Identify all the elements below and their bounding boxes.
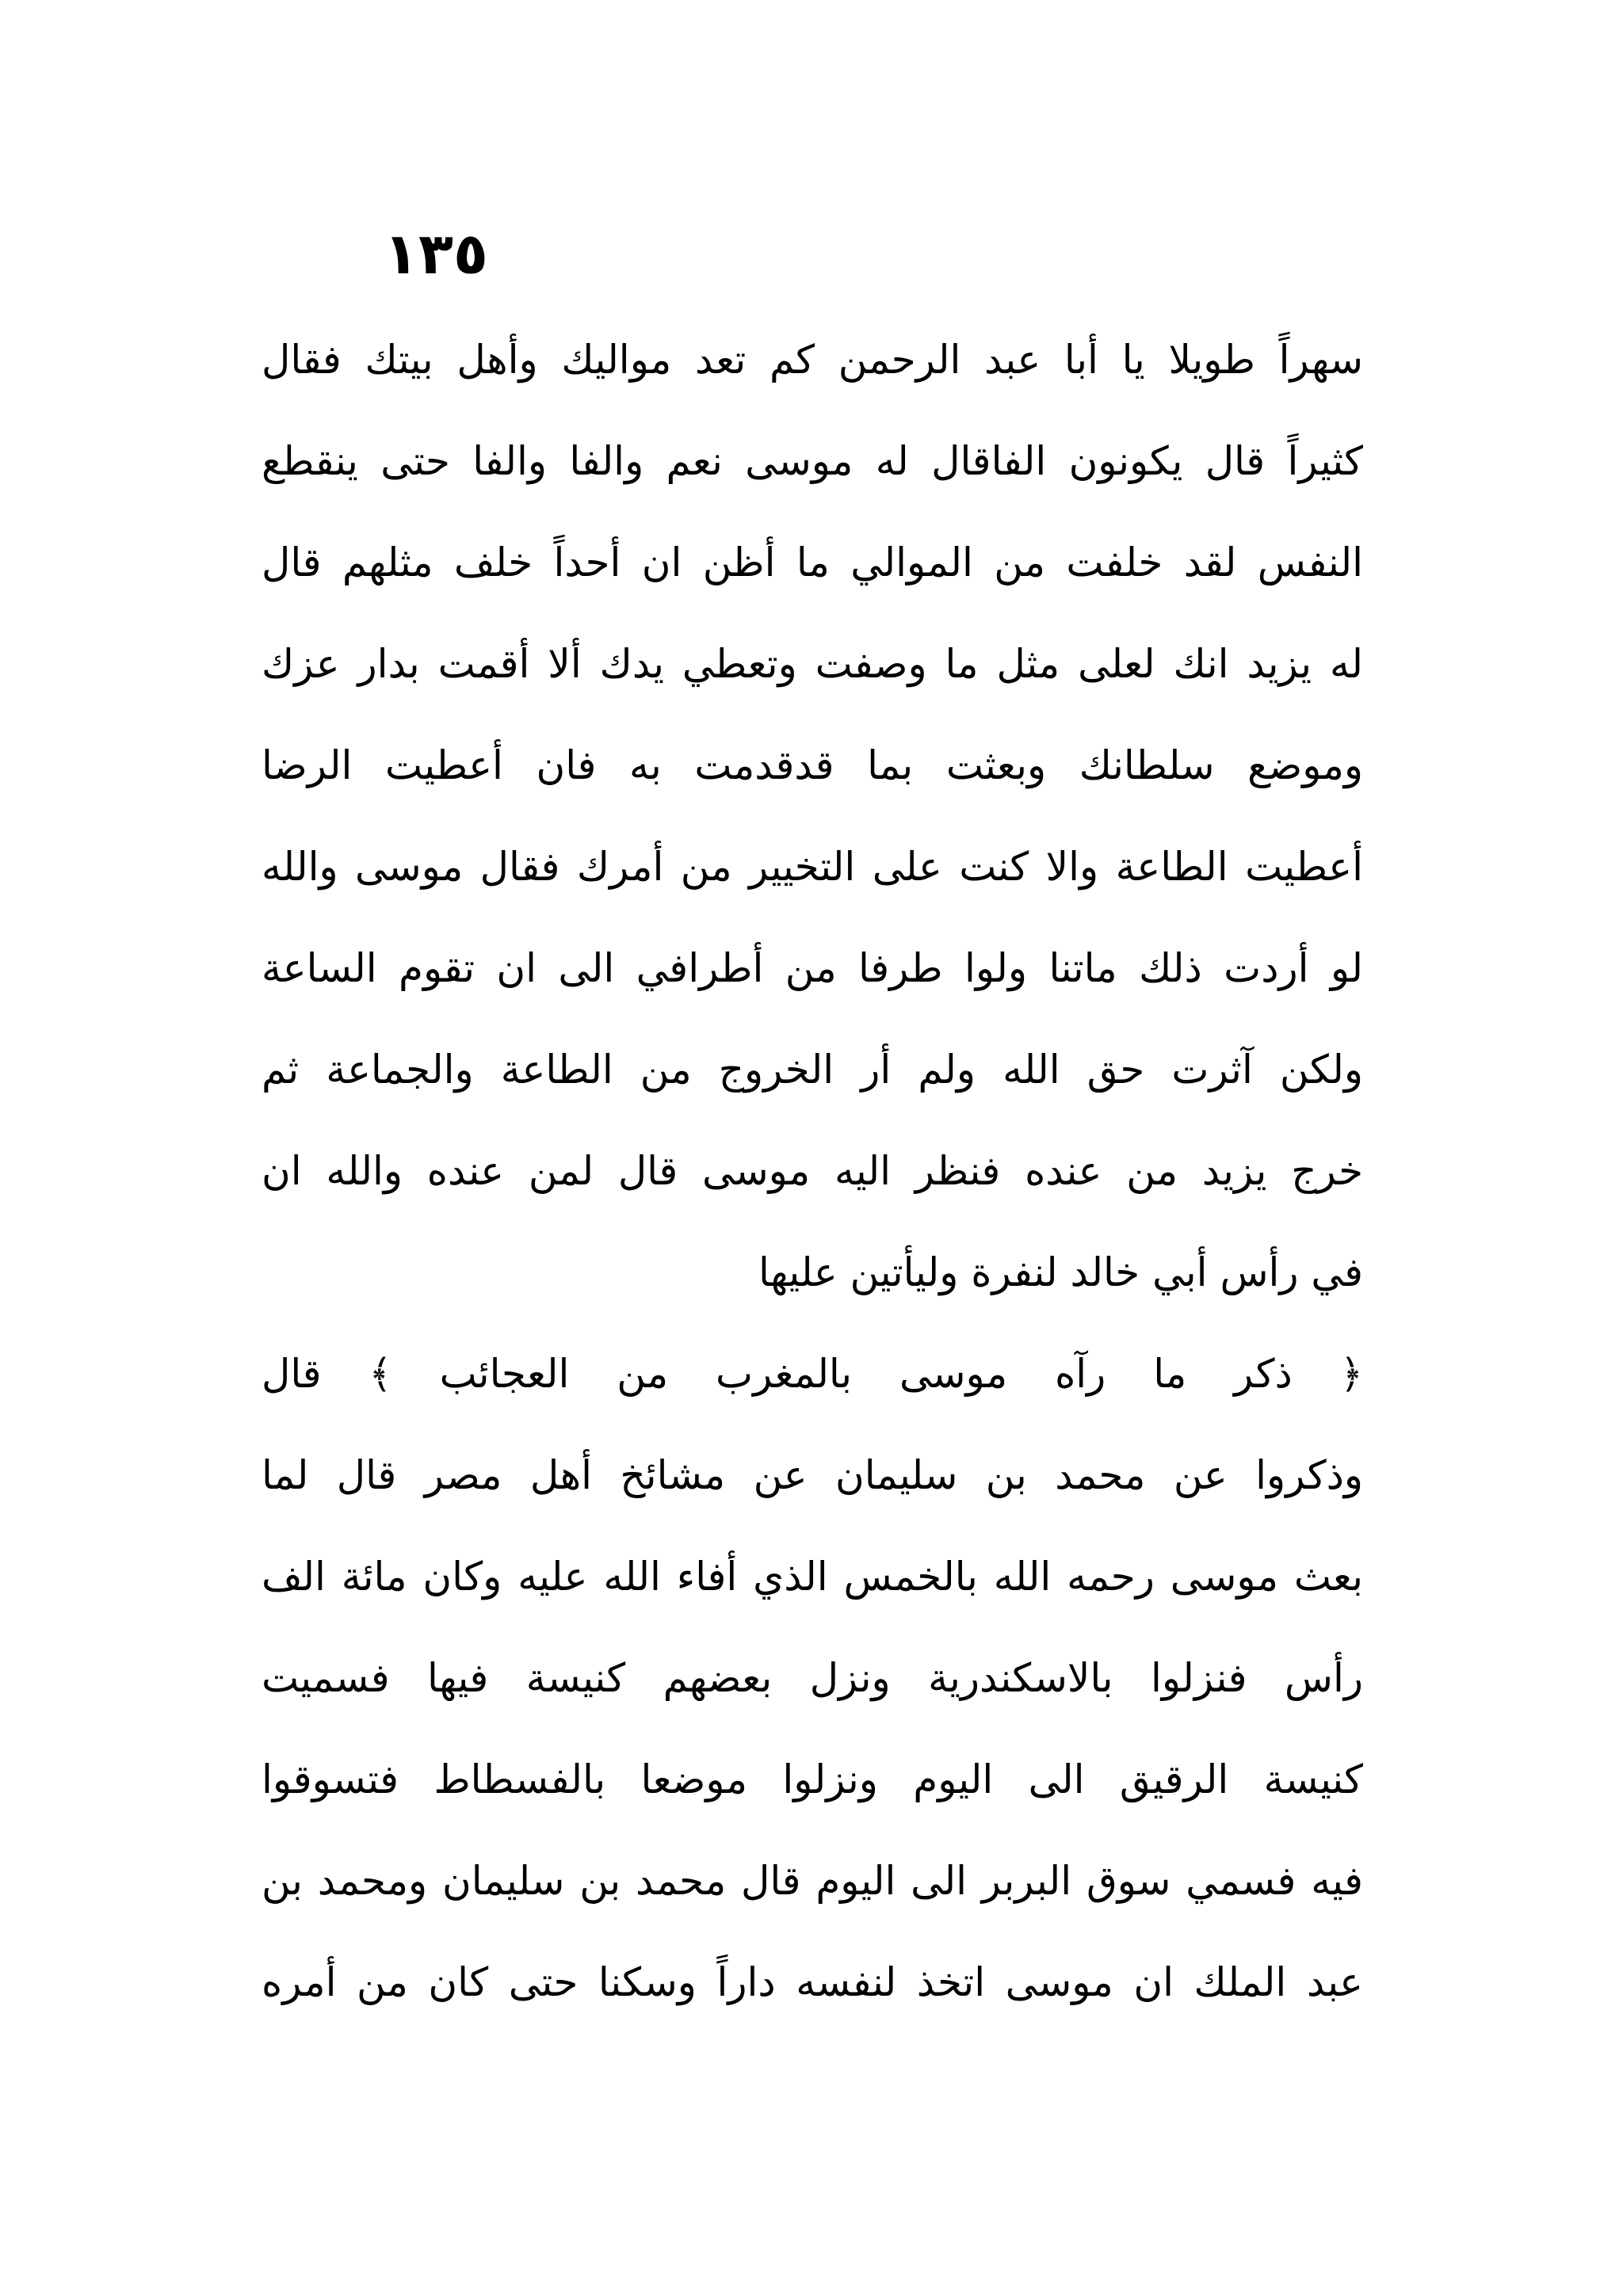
paragraph <box>262 1323 1363 2033</box>
text-line: خرج يزيد من عنده فنظر اليه موسى قال لمن عنده والله ان <box>262 1148 1363 1194</box>
text-line: في رأس أبي خالد لنفرة وليأتين عليها <box>758 1249 1363 1295</box>
text-line: وذكروا عن محمد بن سليمان عن مشائخ أهل مصر قال لما <box>262 1452 1363 1498</box>
text-line: كنيسة الرقيق الى اليوم ونزلوا موضعا بالفسطاط فتسوقوا <box>262 1756 1363 1802</box>
text-line: له يزيد انك لعلى مثل ما وصفت وتعطي يدك ألا أقمت بدار عزك <box>262 641 1363 687</box>
text-line: كثيراً قال يكونون الفاقال له موسى نعم والفا والفا حتى ينقطع <box>262 438 1363 484</box>
section-heading-line: ﴿ ذكر ما رآه موسى بالمغرب من العجائب ﴾ قال <box>262 1351 1363 1397</box>
text-line: بعث موسى رحمه الله بالخمس الذي أفاء الله عليه وكان مائة الف <box>262 1554 1363 1600</box>
text-line: أعطيت الطاعة والا كنت على التخيير من أمرك فقال موسى والله <box>262 844 1363 890</box>
text-line: سهراً طويلا يا أبا عبد الرحمن كم تعد مواليك وأهل بيتك فقال <box>262 337 1363 383</box>
body-text <box>262 309 1363 2033</box>
page-number: ١٣٥ <box>384 220 488 287</box>
text-line: النفس لقد خلفت من الموالي ما أظن ان أحداً خلف مثلهم قال <box>262 540 1363 585</box>
text-line: ولكن آثرت حق الله ولم أر الخروج من الطاعة والجماعة ثم <box>262 1047 1363 1093</box>
text-line: وموضع سلطانك وبعثت بما قدقدمت به فان أعطيت الرضا <box>262 742 1363 788</box>
text-line: رأس فنزلوا بالاسكندرية ونزل بعضهم كنيسة فيها فسميت <box>262 1655 1363 1701</box>
text-line: فيه فسمي سوق البربر الى اليوم قال محمد بن سليمان ومحمد بن <box>262 1858 1363 1904</box>
text-line: عبد الملك ان موسى اتخذ لنفسه داراً وسكنا حتى كان من أمره <box>262 1959 1363 2005</box>
paragraph <box>262 309 1363 1323</box>
text-line: لو أردت ذلك ماتنا ولوا طرفا من أطرافي الى ان تقوم الساعة <box>262 945 1363 991</box>
